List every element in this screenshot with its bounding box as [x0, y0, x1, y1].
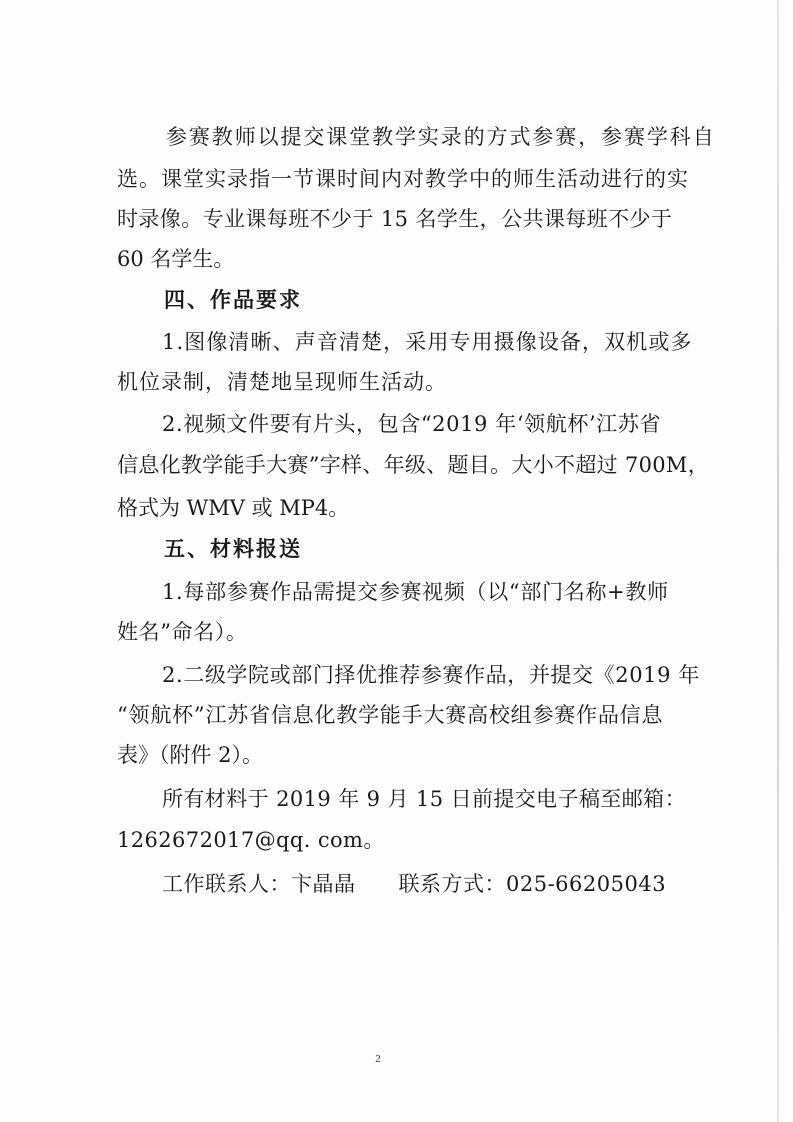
section-heading-text: 五、材料报送 [164, 537, 302, 561]
body-line [0, 201, 793, 237]
contact-text: 工作联系人：卞晶晶 联系方式：025-66205043 [162, 872, 667, 896]
section-heading [0, 282, 793, 318]
contact-line [0, 866, 793, 902]
page-number: 2 [375, 1053, 381, 1065]
body-line [0, 822, 793, 858]
body-text: 表》（附件 2）。 [117, 743, 264, 767]
body-text: 2.二级学院或部门择优推荐参赛作品，并提交《2019 年 [162, 663, 700, 687]
body-text: 1.每部参赛作品需提交参赛视频（以“部门名称+教师 [162, 580, 669, 604]
section-heading [0, 531, 793, 567]
body-text: 选。课堂实录指一节课时间内对教学中的师生活动进行的实 [117, 167, 689, 191]
body-line [0, 490, 793, 526]
body-line [0, 657, 793, 693]
body-text: 所有材料于 2019 年 9 月 15 日前提交电子稿至邮箱： [162, 787, 686, 811]
body-line [0, 447, 793, 483]
body-text: 姓名”命名）。 [117, 620, 248, 644]
body-line [0, 574, 793, 610]
body-text: 信息化教学能手大赛”字样、年级、题目。大小不超过 700M， [117, 453, 709, 477]
body-text: 1.图像清晰、声音清楚，采用专用摄像设备，双机或多 [162, 330, 693, 354]
body-line [0, 241, 793, 277]
body-line [0, 781, 793, 817]
body-text: 参赛教师以提交课堂教学实录的方式参赛，参赛学科自 [166, 125, 716, 149]
body-line [0, 161, 793, 197]
body-line [0, 614, 793, 650]
body-text: 时录像。专业课每班不少于 15 名学生，公共课每班不少于 [117, 207, 673, 231]
body-text: 格式为 WMV 或 MP4。 [117, 496, 350, 520]
body-text: 60 名学生。 [117, 247, 235, 271]
body-line [0, 697, 793, 733]
body-line [0, 406, 793, 442]
email-address: 1262672017@qq. com。 [117, 828, 385, 852]
section-heading-text: 四、作品要求 [164, 288, 302, 312]
body-line [0, 324, 793, 360]
body-line [0, 119, 793, 155]
body-text: 机位录制，清楚地呈现师生活动。 [117, 370, 447, 394]
body-line [0, 737, 793, 773]
body-text: “领航杯”江苏省信息化教学能手大赛高校组参赛作品信息 [117, 703, 664, 727]
body-text: 2.视频文件要有片头，包含“2019 年‘领航杯’江苏省 [162, 412, 662, 436]
body-line [0, 364, 793, 400]
